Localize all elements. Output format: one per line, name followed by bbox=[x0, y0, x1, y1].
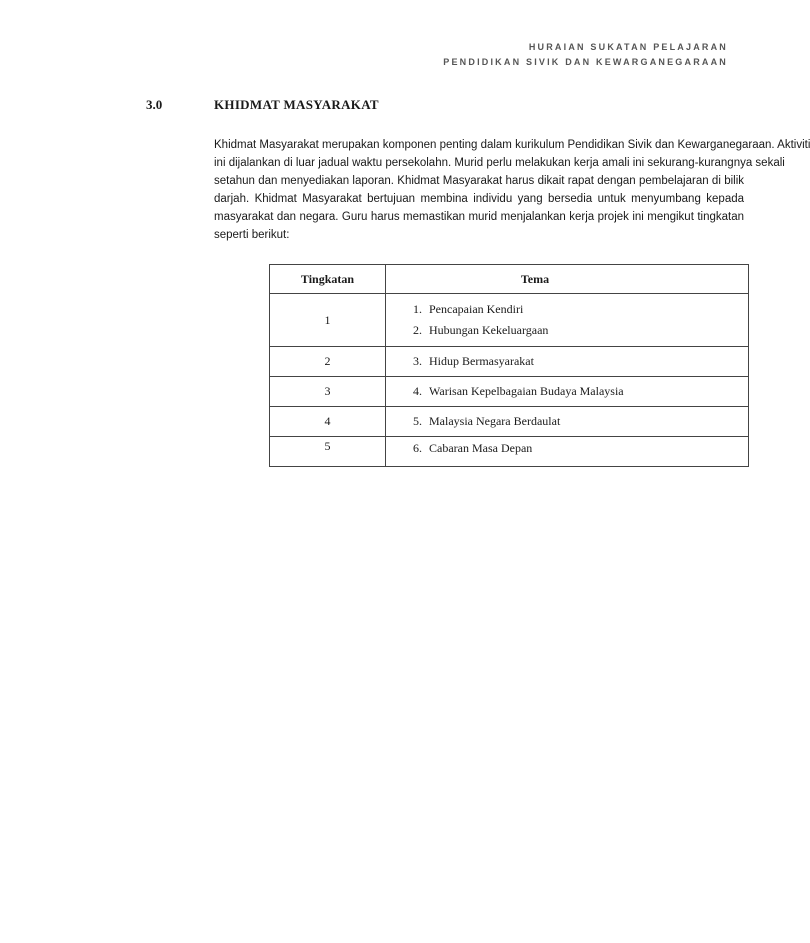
level-cell: 1 bbox=[270, 294, 386, 347]
section-paragraph bbox=[214, 136, 810, 245]
theme-item: 2. Hubungan Kekeluargaan bbox=[413, 323, 549, 337]
section-title: KHIDMAT MASYARAKAT bbox=[214, 97, 379, 112]
paragraph-line: masyarakat dan negara. Guru harus memastikan murid menjalankan kerja projek ini mengikut tingkatan bbox=[214, 211, 744, 224]
paragraph-line: ini dijalankan di luar jadual waktu persekolahn. Murid perlu melakukan kerja amali ini sekurang-kurangnya sekali bbox=[214, 157, 785, 170]
table-row bbox=[270, 407, 749, 437]
table-row bbox=[270, 294, 749, 347]
table-row bbox=[270, 347, 749, 377]
table-row bbox=[270, 437, 749, 467]
table-row bbox=[270, 377, 749, 407]
table-header-row bbox=[270, 265, 749, 294]
running-header-subject: PENDIDIKAN SIVIK DAN KEWARGANEGARAAN bbox=[443, 57, 728, 67]
theme-cell bbox=[386, 407, 749, 437]
paragraph-line: setahun dan menyediakan laporan. Khidmat Masyarakat harus dikait rapat dengan pembelajaran di bilik bbox=[214, 175, 744, 188]
level-cell: 3 bbox=[270, 377, 386, 407]
level-cell: 2 bbox=[270, 347, 386, 377]
paragraph-line: seperti berikut: bbox=[214, 229, 290, 242]
theme-item: 4. Warisan Kepelbagaian Budaya Malaysia bbox=[413, 384, 624, 398]
column-header-level: Tingkatan bbox=[270, 265, 386, 294]
level-cell: 4 bbox=[270, 407, 386, 437]
theme-cell bbox=[386, 377, 749, 407]
theme-cell bbox=[386, 294, 749, 347]
theme-item: 1. Pencapaian Kendiri bbox=[413, 302, 524, 316]
column-header-theme: Tema bbox=[386, 265, 749, 294]
theme-cell bbox=[386, 347, 749, 377]
theme-table bbox=[269, 264, 749, 467]
level-cell: 5 bbox=[270, 437, 386, 467]
theme-item: 6. Cabaran Masa Depan bbox=[413, 441, 533, 455]
section-number: 3.0 bbox=[146, 97, 163, 112]
running-header-title: HURAIAN SUKATAN PELAJARAN bbox=[528, 42, 728, 52]
paragraph-line: Khidmat Masyarakat merupakan komponen penting dalam kurikulum Pendidikan Sivik dan Kewarganegaraan. Aktiviti bbox=[214, 139, 810, 151]
paragraph-line: darjah. Khidmat Masyarakat bertujuan membina individu yang bersedia untuk menyumbang kepada bbox=[214, 193, 744, 206]
theme-item: 5. Malaysia Negara Berdaulat bbox=[413, 414, 561, 428]
theme-cell bbox=[386, 437, 749, 467]
theme-item: 3. Hidup Bermasyarakat bbox=[413, 354, 534, 368]
